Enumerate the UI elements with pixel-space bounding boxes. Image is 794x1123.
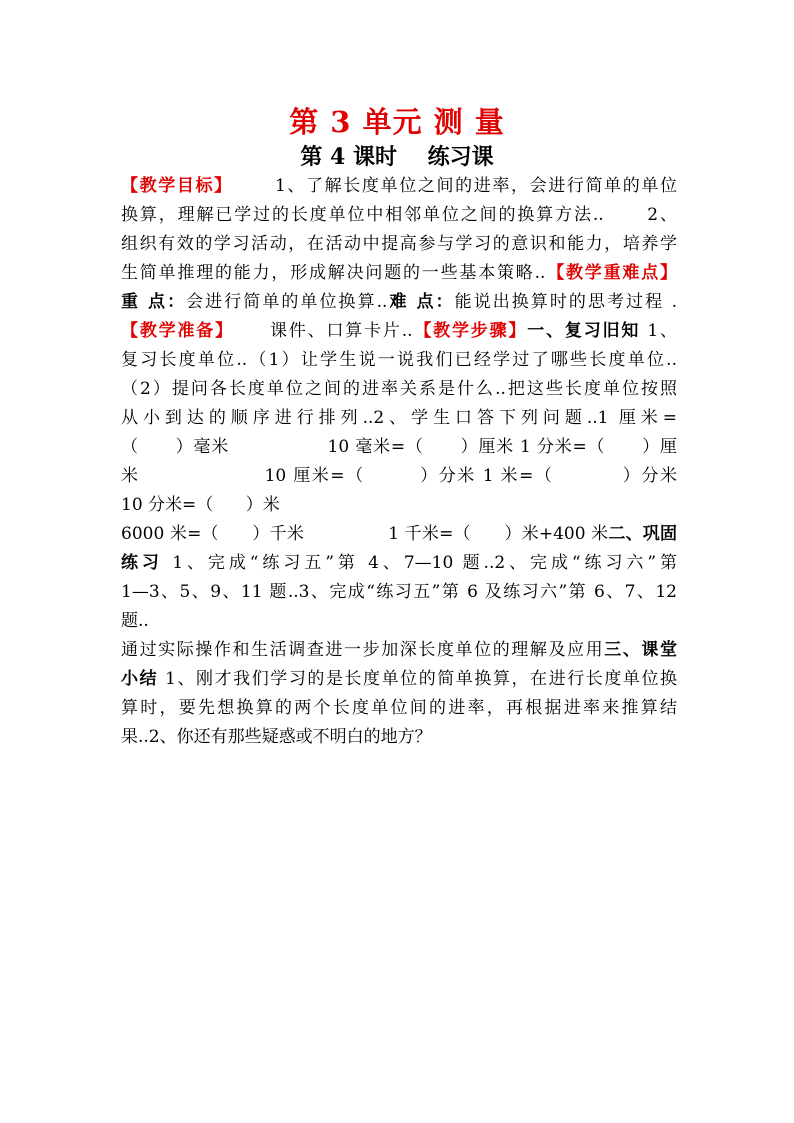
text-segment: 题..: [121, 611, 149, 631]
text-segment: 能说出换算时的思考过程 .: [454, 292, 678, 312]
text-line: [121, 259, 677, 288]
text-line: [121, 636, 677, 665]
text-segment: 10 分米=（ ）米: [121, 495, 280, 515]
section-heading: 【教学重难点】: [545, 263, 678, 283]
text-segment: 6000 米=（ ）千米 1 千米=（ ）米+400 米: [121, 524, 609, 544]
text-line: [121, 172, 677, 201]
text-line: [121, 317, 677, 346]
section-heading: 【教学准备】: [121, 321, 234, 341]
text-segment: 米 10 厘米=（ ）分米 1 米=（ ）分米: [121, 466, 677, 486]
text-segment: 通过实际操作和生活调查进一步加深长度单位的理解及应用: [121, 640, 605, 660]
text-line: [121, 665, 677, 694]
bold-label: 练习: [121, 553, 163, 573]
unit-title: 第 3 单元 测 量: [289, 105, 505, 139]
lesson-plan-body: [121, 172, 677, 752]
bold-label: 重 点：: [121, 292, 187, 312]
text-line: [121, 694, 677, 723]
bold-label: 二、巩固: [608, 524, 678, 544]
section-heading: 【教学目标】: [121, 176, 233, 196]
text-segment: 1、: [640, 321, 678, 341]
text-line: [121, 375, 677, 404]
text-line: [121, 520, 677, 549]
text-line: [121, 433, 677, 462]
text-line: [121, 230, 677, 259]
text-segment: 换算，理解已学过的长度单位中相邻单位之间的换算方法.. 2、: [121, 205, 677, 225]
text-segment: 1、刚才我们学习的是长度单位的简单换算，在进行长度单位换: [158, 669, 678, 689]
text-segment: 算时，要先想换算的两个长度单位间的进率，再根据进率来推算结: [121, 698, 677, 718]
text-segment: 1、了解长度单位之间的进率，会进行简单的单位: [232, 176, 677, 196]
text-segment: 复习长度单位..（1）让学生说一说我们已经学过了哪些长度单位..: [121, 350, 677, 370]
section-heading: 【教学步骤】: [412, 321, 528, 341]
text-line: [121, 491, 677, 520]
text-line: [121, 549, 677, 578]
text-segment: 组织有效的学习活动，在活动中提高参与学习的意识和能力，培养学: [121, 234, 677, 254]
text-line: [121, 723, 677, 752]
text-segment: 1—3、5、9、11 题..3、完成“练习五”第 6 及练习六”第 6、7、12: [121, 582, 677, 602]
text-segment: 1、完成“练习五”第 4、7—10 题..2、完成“练习六”第: [162, 553, 677, 573]
bold-label: 小结: [121, 669, 159, 689]
text-line: [121, 201, 677, 230]
text-line: [121, 462, 677, 491]
text-segment: 课件、口算卡片..: [233, 321, 413, 341]
text-line: [121, 288, 677, 317]
text-line: [121, 607, 677, 636]
lesson-subtitle: 第 4 课时 练习课: [300, 144, 494, 170]
text-segment: 生简单推理的能力，形成解决问题的一些基本策略..: [121, 263, 546, 283]
text-segment: 从小到达的顺序进行排列..2、学生口答下列问题..1 厘米=: [121, 408, 677, 428]
bold-label: 三、课堂: [604, 640, 678, 660]
text-segment: 果..2、你还有那些疑惑或不明白的地方？: [121, 727, 432, 747]
text-line: [121, 578, 677, 607]
bold-label: 难 点：: [387, 292, 455, 312]
text-line: [121, 346, 677, 375]
text-line: [121, 404, 677, 433]
text-segment: 会进行简单的单位换算..: [186, 292, 388, 312]
bold-label: 一、复习旧知: [527, 321, 641, 341]
text-segment: （ ）毫米 10 毫米=（ ）厘米 1 分米=（ ）厘: [121, 437, 677, 457]
text-segment: （2）提问各长度单位之间的进率关系是什么..把这些长度单位按照: [121, 379, 677, 399]
